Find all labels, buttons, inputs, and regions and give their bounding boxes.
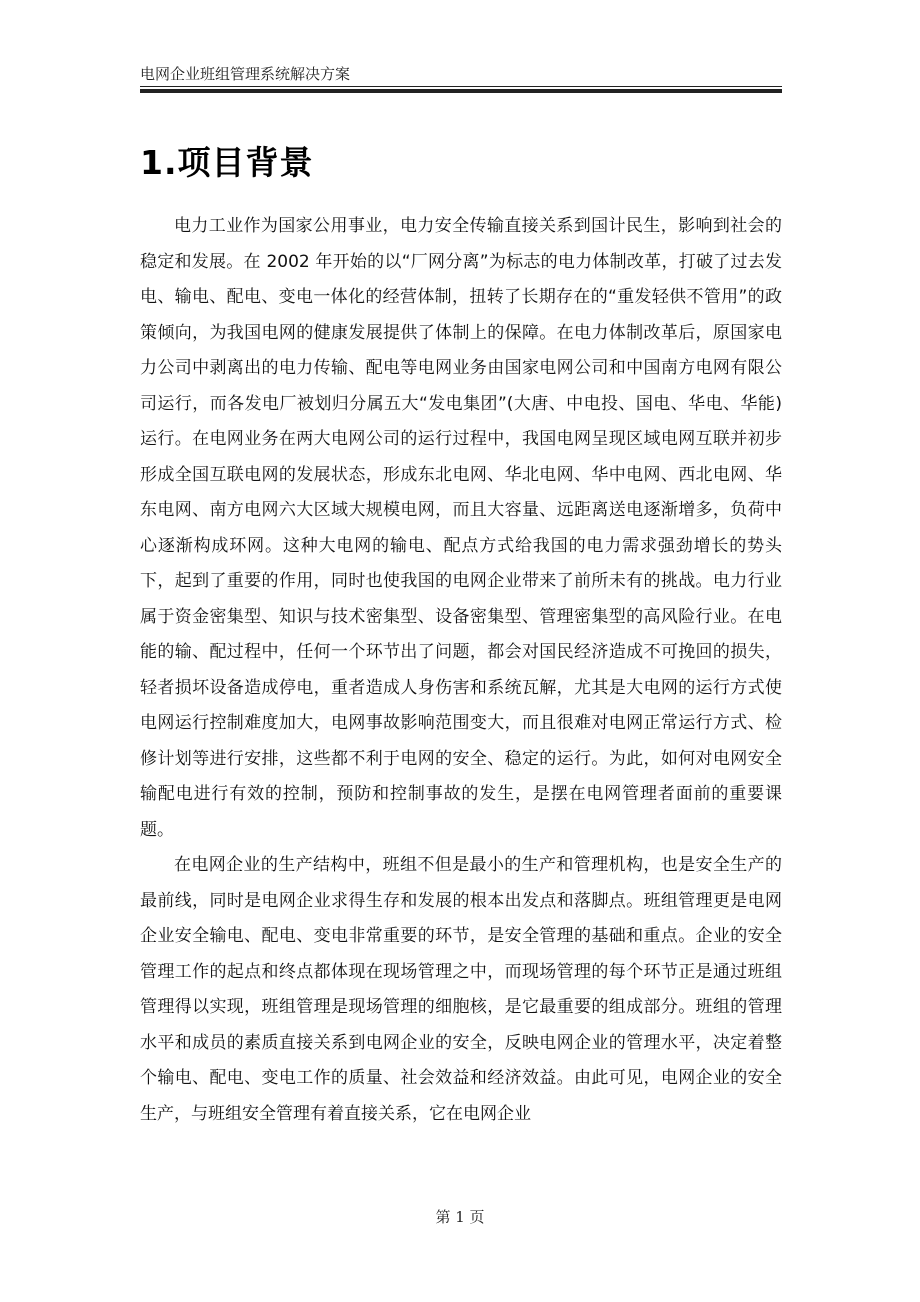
- header-rule-thin: [140, 86, 782, 87]
- page-number: 第 1 页: [435, 1208, 485, 1226]
- paragraph-1: 电力工业作为国家公用事业，电力安全传输直接关系到国计民生，影响到社会的稳定和发展。在 2002 年开始的以“厂网分离”为标志的电力体制改革，打破了过去发电、输电、配电、变电一体化的经营体制，扭转了长期存在的“重发轻供不管用”的政策倾向，为我国电网的健康发展提供了体制上的保障。在电力体制改革后，原国家电力公司中剥离出的电力传输、配电等电网业务由国家电网公司和中国南方电网有限公司运行，而各发电厂被划归分属五大“发电集团”(大唐、中电投、国电、华电、华能)运行。在电网业务在两大电网公司的运行过程中，我国电网呈现区域电网互联并初步形成全国互联电网的发展状态，形成东北电网、华北电网、华中电网、西北电网、华东电网、南方电网六大区域大规模电网，而且大容量、远距离送电逐渐增多，负荷中心逐渐构成环网。这种大电网的输电、配点方式给我国的电力需求强劲增长的势头下，起到了重要的作用，同时也使我国的电网企业带来了前所未有的挑战。电力行业属于资金密集型、知识与技术密集型、设备密集型、管理密集型的高风险行业。在电能的输、配过程中，任何一个环节出了问题，都会对国民经济造成不可挽回的损失，轻者损坏设备造成停电，重者造成人身伤害和系统瓦解，尤其是大电网的运行方式使电网运行控制难度加大，电网事故影响范围变大，而且很难对电网正常运行方式、检修计划等进行安排，这些都不利于电网的安全、稳定的运行。为此，如何对电网安全输配电进行有效的控制，预防和控制事故的发生，是摆在电网管理者面前的重要课题。: [140, 216, 782, 840]
- paragraph-2: 在电网企业的生产结构中，班组不但是最小的生产和管理机构，也是安全生产的最前线，同时是电网企业求得生存和发展的根本出发点和落脚点。班组管理更是电网企业安全输电、配电、变电非常重要的环节，是安全管理的基础和重点。企业的安全管理工作的起点和终点都体现在现场管理之中，而现场管理的每个环节正是通过班组管理得以实现，班组管理是现场管理的细胞核，是它最重要的组成部分。班组的管理水平和成员的素质直接关系到电网企业的安全，反映电网企业的管理水平，决定着整个输电、配电、变电工作的质量、社会效益和经济效益。由此可见，电网企业的安全生产，与班组安全管理有着直接关系，它在电网企业: [140, 855, 782, 1124]
- header-rule-thick: [140, 89, 782, 93]
- body-text: [140, 209, 782, 1132]
- running-header: 电网企业班组管理系统解决方案: [140, 65, 351, 83]
- section-heading: 1.项目背景: [140, 143, 314, 182]
